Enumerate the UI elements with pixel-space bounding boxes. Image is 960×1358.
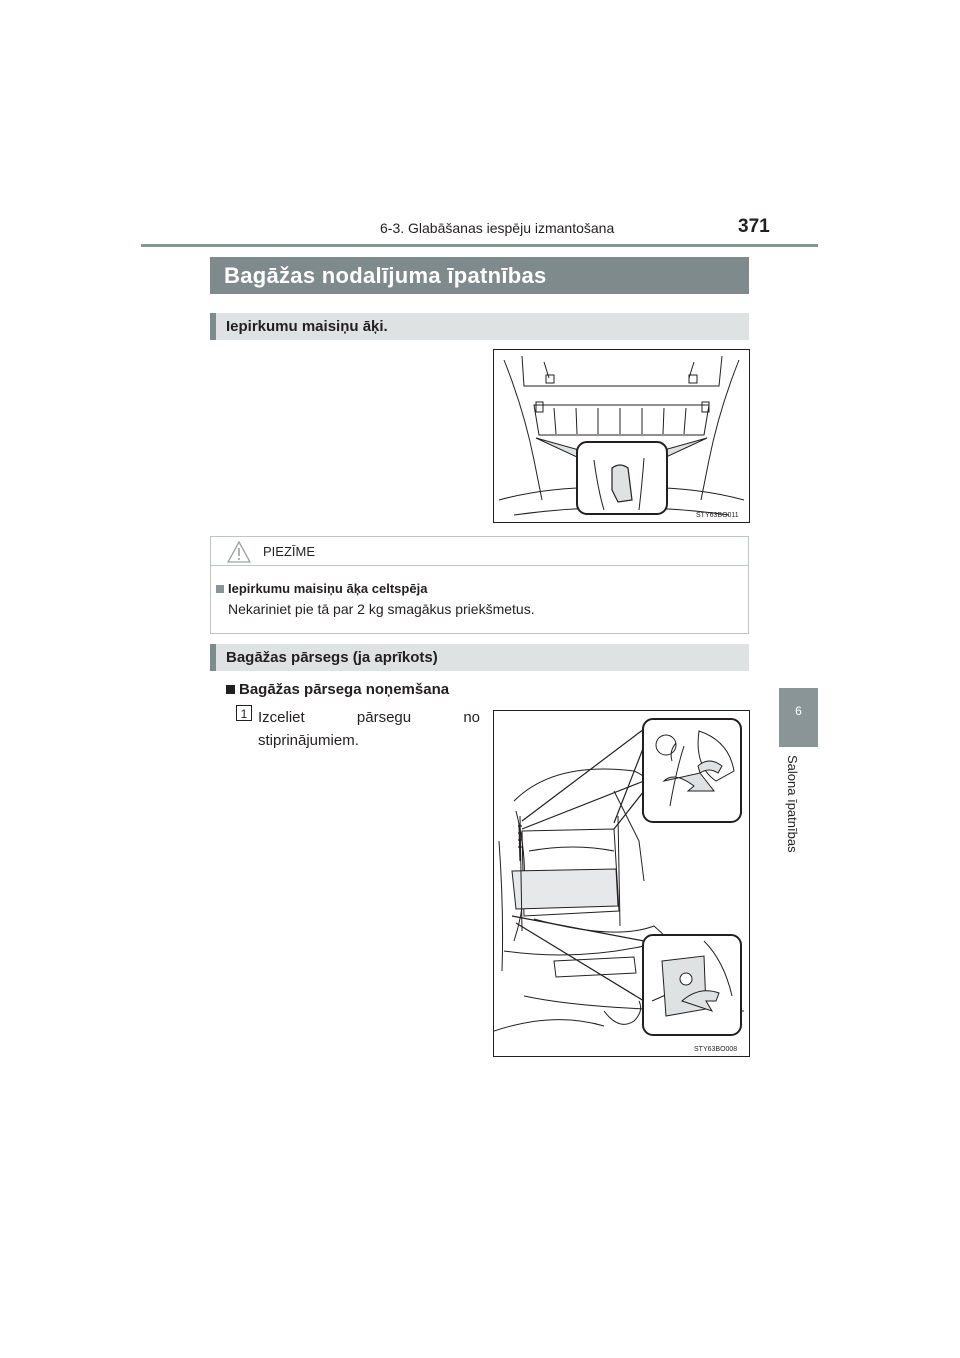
warning-triangle-icon <box>227 541 251 563</box>
figure-code: STY63BO011 <box>696 512 739 519</box>
bullet-square-icon <box>216 585 224 593</box>
step-word: pārsegu <box>356 709 412 726</box>
note-divider <box>211 565 748 566</box>
figure-tonneau-cover-removal <box>493 710 750 1057</box>
step-word: Izceliet <box>258 709 305 726</box>
step-line-2: stiprinājumiem. <box>258 732 359 749</box>
note-title-row <box>216 581 427 596</box>
step-word: no <box>463 709 480 726</box>
luggage-compartment-illustration <box>494 350 749 522</box>
page-number: 371 <box>738 216 770 237</box>
header-rule <box>141 244 818 247</box>
subtitle-row <box>226 681 449 698</box>
bullet-square-icon <box>226 685 235 694</box>
section-heading-tonneau-cover: Bagāžas pārsegs (ja aprīkots) <box>210 644 749 671</box>
section-heading-shopping-hooks: Iepirkumu maisiņu āķi. <box>210 313 749 340</box>
main-heading: Bagāžas nodalījuma īpatnības <box>210 257 749 294</box>
figure-shopping-bag-hooks <box>493 349 750 523</box>
note-title: Iepirkumu maisiņu āķa celtspēja <box>228 581 428 596</box>
step-number-badge: 1 <box>236 705 252 721</box>
running-header-section: 6-3. Glabāšanas iespēju izmantošana <box>380 220 615 236</box>
subtitle-remove-cover: Bagāžas pārsega noņemšana <box>239 681 450 698</box>
chapter-tab: 6 <box>779 688 818 747</box>
cover-removal-illustration <box>494 711 749 1056</box>
step-instruction <box>258 706 480 752</box>
note-text: Nekariniet pie tā par 2 kg smagākus priekšmetus. <box>228 601 535 617</box>
chapter-tab-label: Salona īpatnības <box>785 755 800 853</box>
note-label: PIEZĪME <box>263 544 316 559</box>
figure-code: STY63BO008 <box>694 1046 738 1053</box>
note-box <box>210 536 749 634</box>
